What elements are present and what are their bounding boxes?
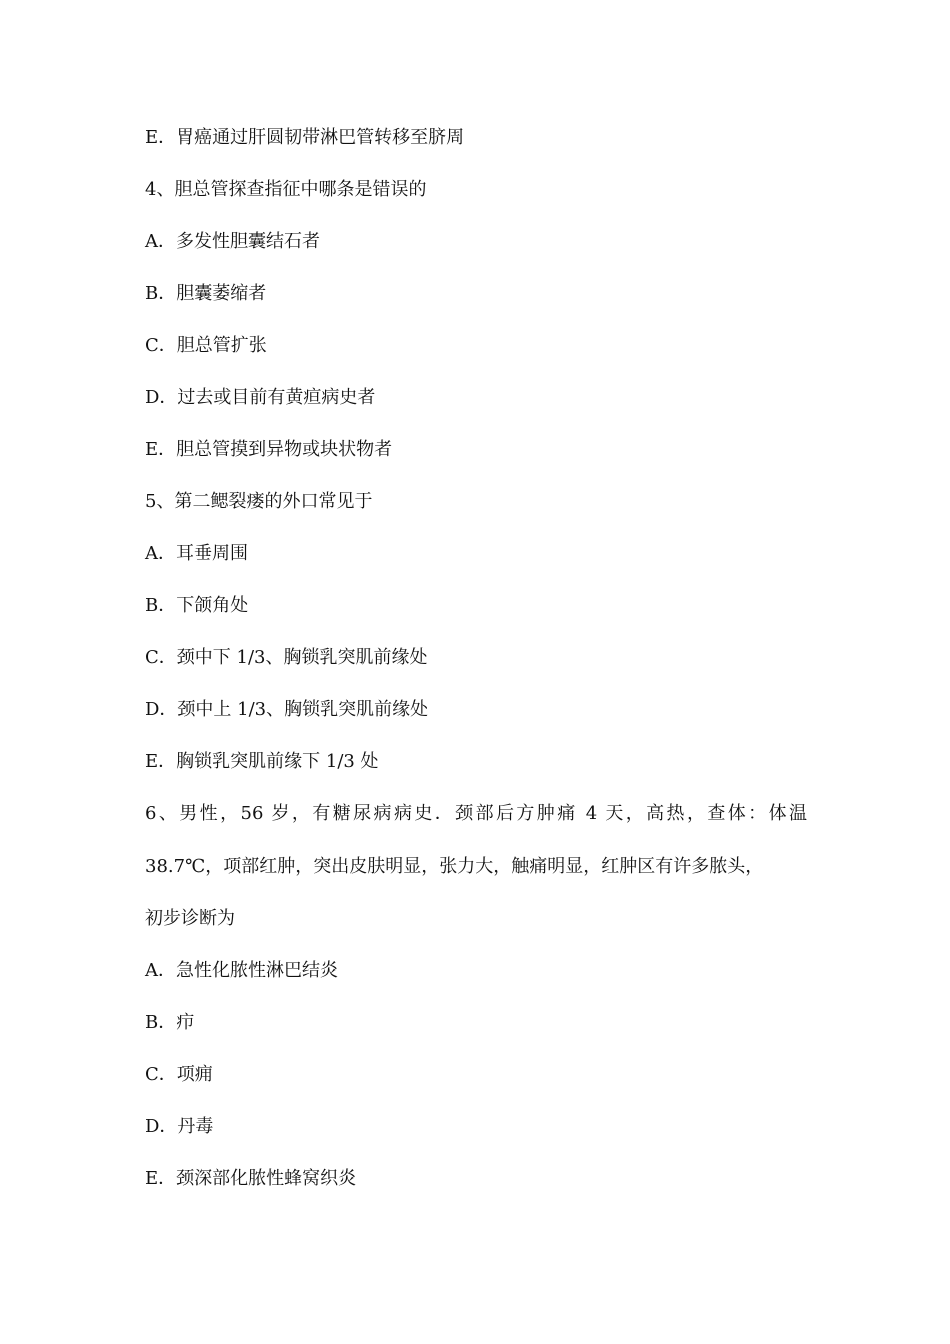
q6-question-line-3: 初步诊断为	[145, 908, 235, 929]
q6-option-e: E．颈深部化脓性蜂窝织炎	[145, 1168, 357, 1189]
q5-question: 5、第二鳃裂瘘的外口常见于	[145, 491, 373, 512]
q5-option-b: B．下颌角处	[145, 595, 249, 616]
q6-option-b: B．疖	[145, 1012, 195, 1033]
q4-option-e: E．胆总管摸到异物或块状物者	[145, 439, 393, 460]
q4-option-d: D．过去或目前有黄疸病史者	[145, 387, 376, 408]
q6-option-a: A．急性化脓性淋巴结炎	[145, 960, 338, 981]
q4-option-b: B．胆囊萎缩者	[145, 283, 267, 304]
q3-option-e: E．胃癌通过肝圆韧带淋巴管转移至脐周	[145, 127, 465, 148]
q6-option-d: D．丹毒	[145, 1116, 214, 1137]
q4-option-a: A．多发性胆囊结石者	[145, 231, 320, 252]
q6-option-c: C．项痈	[145, 1064, 213, 1085]
q4-option-c: C．胆总管扩张	[145, 335, 267, 356]
q5-option-d: D．颈中上 1/3、胸锁乳突肌前缘处	[145, 699, 429, 720]
q5-option-c: C．颈中下 1/3、胸锁乳突肌前缘处	[145, 647, 428, 668]
q6-question-line-2: 38.7℃，项部红肿，突出皮肤明显，张力大，触痛明显，红肿区有许多脓头，	[145, 856, 764, 877]
q6-question-line-1: 6、男性，56 岁，有糖尿病病史．颈部后方肿痛 4 天，高热，查体：体温	[145, 803, 807, 824]
q5-option-e: E．胸锁乳突肌前缘下 1/3 处	[145, 751, 379, 772]
q4-question: 4、胆总管探查指征中哪条是错误的	[145, 179, 427, 200]
q5-option-a: A．耳垂周围	[145, 543, 248, 564]
